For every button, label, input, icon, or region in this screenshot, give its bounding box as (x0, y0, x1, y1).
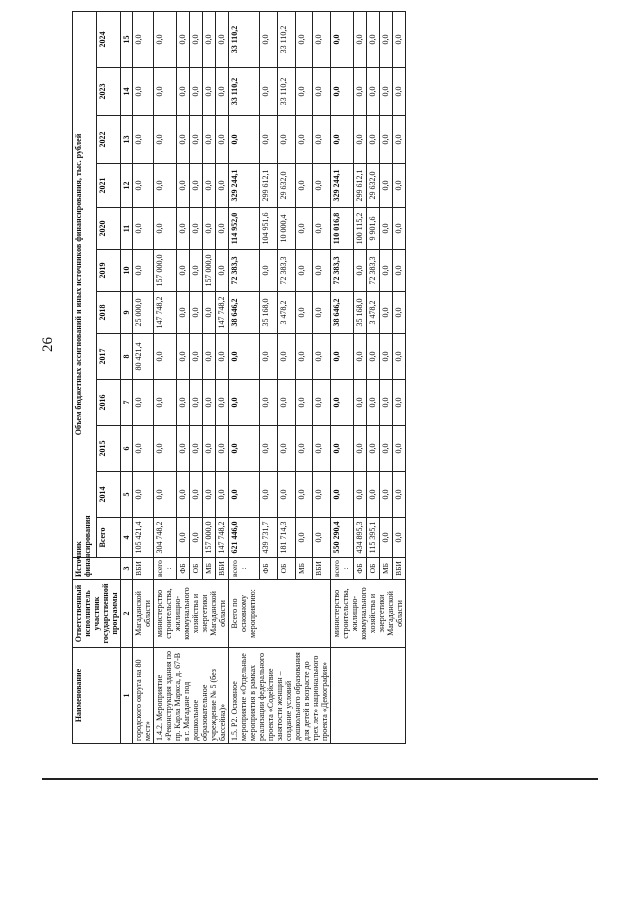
header-year: 2021 (97, 164, 121, 208)
amount-cell: 439 731,7 (260, 518, 278, 558)
amount-cell: 0,0 (353, 250, 366, 292)
amount-cell: 0,0 (295, 472, 313, 518)
amount-cell: 38 646,2 (331, 292, 354, 334)
amount-cell: 0,0 (366, 116, 379, 164)
amount-cell: 0,0 (202, 380, 215, 426)
header-column-number: 12 (121, 164, 133, 208)
header-column-number: 11 (121, 208, 133, 250)
amount-cell: 10 000,4 (277, 208, 295, 250)
amount-cell: 0,0 (379, 426, 392, 472)
amount-cell: 0,0 (331, 116, 354, 164)
amount-cell: 0,0 (260, 11, 278, 67)
amount-cell: 0,0 (379, 250, 392, 292)
amount-cell: 0,0 (176, 68, 189, 116)
budget-table-rotated (72, 12, 566, 744)
measure-name (331, 648, 406, 744)
amount-cell: 0,0 (331, 68, 354, 116)
amount-cell: 0,0 (379, 68, 392, 116)
amount-cell: 0,0 (313, 472, 331, 518)
amount-cell: 3 478,2 (277, 292, 295, 334)
amount-cell: 0,0 (313, 426, 331, 472)
amount-cell: 72 383,3 (366, 250, 379, 292)
amount-cell: 35 168,0 (353, 292, 366, 334)
amount-cell: 0,0 (392, 292, 405, 334)
responsible-executor: Магаданской области (133, 580, 154, 648)
amount-cell: 0,0 (392, 164, 405, 208)
amount-cell: 0,0 (392, 250, 405, 292)
amount-cell: 0,0 (215, 164, 228, 208)
amount-cell: 0,0 (277, 334, 295, 380)
amount-cell: 0,0 (202, 11, 215, 67)
table-row (331, 11, 354, 743)
amount-cell: 0,0 (295, 11, 313, 67)
header-column-number: 15 (121, 11, 133, 67)
amount-cell: 0,0 (295, 116, 313, 164)
amount-cell: 0,0 (313, 164, 331, 208)
funding-source: МБ (295, 558, 313, 580)
amount-cell: 299 612,1 (353, 164, 366, 208)
amount-cell: 0,0 (392, 380, 405, 426)
header-year: 2016 (97, 380, 121, 426)
amount-cell: 0,0 (392, 208, 405, 250)
header-source: Источник финансирования (73, 558, 121, 580)
amount-cell: 299 612,1 (260, 164, 278, 208)
amount-cell: 0,0 (215, 334, 228, 380)
amount-cell: 0,0 (133, 426, 154, 472)
amount-cell: 105 421,4 (133, 518, 154, 558)
responsible-executor: Всего по основному мероприятию: (229, 580, 331, 648)
funding-source: ВБИ (313, 558, 331, 580)
amount-cell: 0,0 (353, 116, 366, 164)
header-column-number: 2 (121, 580, 133, 648)
amount-cell: 0,0 (133, 380, 154, 426)
amount-cell: 0,0 (353, 334, 366, 380)
amount-cell: 0,0 (176, 426, 189, 472)
amount-cell: 0,0 (133, 116, 154, 164)
amount-cell: 0,0 (133, 68, 154, 116)
amount-cell: 0,0 (331, 380, 354, 426)
amount-cell: 147 748,2 (215, 518, 228, 558)
amount-cell: 33 110,2 (277, 11, 295, 67)
header-year: 2018 (97, 292, 121, 334)
header-column-number: 13 (121, 116, 133, 164)
amount-cell: 0,0 (313, 68, 331, 116)
amount-cell: 0,0 (176, 380, 189, 426)
header-year: 2017 (97, 334, 121, 380)
amount-cell: 0,0 (277, 116, 295, 164)
responsible-executor: министерство строительства, жилищно-коммунального хозяйства и энергетики Магаданской области (331, 580, 406, 648)
header-volume: Объем бюджетных ассигнований и иных источников финансирования, тыс. рублей (73, 11, 97, 557)
amount-cell: 0,0 (295, 334, 313, 380)
amount-cell: 434 895,3 (353, 518, 366, 558)
amount-cell: 0,0 (366, 426, 379, 472)
amount-cell: 0,0 (260, 68, 278, 116)
amount-cell: 0,0 (353, 380, 366, 426)
amount-cell: 0,0 (366, 334, 379, 380)
amount-cell: 0,0 (215, 208, 228, 250)
amount-cell: 0,0 (176, 208, 189, 250)
amount-cell: 621 446,0 (229, 518, 260, 558)
amount-cell: 33 110,2 (277, 68, 295, 116)
amount-cell: 0,0 (295, 164, 313, 208)
header-column-number: 4 (121, 518, 133, 558)
amount-cell: 0,0 (331, 472, 354, 518)
amount-cell: 0,0 (189, 380, 202, 426)
amount-cell: 0,0 (366, 472, 379, 518)
amount-cell: 0,0 (392, 426, 405, 472)
amount-cell: 0,0 (154, 426, 177, 472)
amount-cell: 0,0 (366, 380, 379, 426)
amount-cell: 0,0 (176, 116, 189, 164)
header-year: 2014 (97, 472, 121, 518)
amount-cell: 0,0 (229, 116, 260, 164)
header-column-number: 6 (121, 426, 133, 472)
amount-cell: 0,0 (313, 334, 331, 380)
amount-cell: 0,0 (176, 164, 189, 208)
amount-cell: 115 395,1 (366, 518, 379, 558)
amount-cell: 0,0 (313, 518, 331, 558)
header-column-number: 7 (121, 380, 133, 426)
amount-cell: 0,0 (392, 472, 405, 518)
amount-cell: 0,0 (202, 68, 215, 116)
amount-cell: 0,0 (366, 68, 379, 116)
amount-cell: 0,0 (189, 472, 202, 518)
amount-cell: 0,0 (154, 472, 177, 518)
header-name: Наименование (73, 648, 121, 744)
amount-cell: 0,0 (353, 472, 366, 518)
amount-cell: 0,0 (189, 250, 202, 292)
amount-cell: 72 383,3 (331, 250, 354, 292)
amount-cell: 0,0 (379, 292, 392, 334)
amount-cell: 0,0 (392, 116, 405, 164)
amount-cell: 0,0 (313, 250, 331, 292)
amount-cell: 0,0 (260, 426, 278, 472)
funding-source: ВБИ (215, 558, 228, 580)
amount-cell: 147 748,2 (154, 292, 177, 334)
header-column-number: 1 (121, 648, 133, 744)
amount-cell: 0,0 (353, 68, 366, 116)
amount-cell: 0,0 (215, 380, 228, 426)
amount-cell: 0,0 (202, 164, 215, 208)
amount-cell: 329 244,1 (229, 164, 260, 208)
funding-source: ОБ (277, 558, 295, 580)
amount-cell: 0,0 (176, 518, 189, 558)
amount-cell: 0,0 (215, 250, 228, 292)
divider-line (42, 778, 598, 780)
amount-cell: 0,0 (189, 164, 202, 208)
amount-cell: 0,0 (392, 68, 405, 116)
amount-cell: 0,0 (295, 518, 313, 558)
amount-cell: 0,0 (133, 250, 154, 292)
amount-cell: 114 952,0 (229, 208, 260, 250)
amount-cell: 0,0 (176, 250, 189, 292)
amount-cell: 0,0 (260, 250, 278, 292)
amount-cell: 0,0 (133, 164, 154, 208)
amount-cell: 0,0 (277, 426, 295, 472)
measure-name: городского округа на 80 мест» (133, 648, 154, 744)
amount-cell: 9 901,6 (366, 208, 379, 250)
amount-cell: 35 168,0 (260, 292, 278, 334)
amount-cell: 0,0 (154, 68, 177, 116)
amount-cell: 29 632,0 (277, 164, 295, 208)
amount-cell: 0,0 (189, 68, 202, 116)
amount-cell: 0,0 (154, 116, 177, 164)
amount-cell: 550 290,4 (331, 518, 354, 558)
amount-cell: 25 000,0 (133, 292, 154, 334)
amount-cell: 0,0 (176, 11, 189, 67)
funding-source: МБ (202, 558, 215, 580)
header-column-number: 14 (121, 68, 133, 116)
amount-cell: 0,0 (295, 68, 313, 116)
amount-cell: 0,0 (331, 11, 354, 67)
amount-cell: 29 632,0 (366, 164, 379, 208)
amount-cell: 33 110,2 (229, 68, 260, 116)
amount-cell: 0,0 (313, 292, 331, 334)
amount-cell: 0,0 (215, 116, 228, 164)
header-column-number: 10 (121, 250, 133, 292)
amount-cell: 0,0 (215, 68, 228, 116)
amount-cell: 0,0 (215, 472, 228, 518)
amount-cell: 0,0 (260, 116, 278, 164)
amount-cell: 0,0 (392, 518, 405, 558)
funding-source: всего : (331, 558, 354, 580)
amount-cell: 0,0 (189, 334, 202, 380)
amount-cell: 304 748,2 (154, 518, 177, 558)
amount-cell: 0,0 (260, 334, 278, 380)
amount-cell: 0,0 (392, 334, 405, 380)
measure-name: 1.4.2. Мероприятие «Реконструкция здания по пр. Карла Маркса, д. 67-В в г. Магадане под дошкольное образовательное учреждение № 5 (без бассейна)» (154, 648, 229, 744)
amount-cell: 0,0 (379, 11, 392, 67)
table-row (133, 11, 154, 743)
header-year: 2020 (97, 208, 121, 250)
amount-cell: 0,0 (154, 208, 177, 250)
amount-cell: 0,0 (295, 250, 313, 292)
amount-cell: 0,0 (353, 426, 366, 472)
amount-cell: 33 110,2 (229, 11, 260, 67)
funding-source: ОБ (189, 558, 202, 580)
responsible-executor: министерство строительства, жилищно-коммунального хозяйства и энергетики Магаданской области (154, 580, 229, 648)
header-responsible: Ответственный исполнитель участник государственной программы (73, 580, 121, 648)
table-row (154, 11, 177, 743)
amount-cell: 0,0 (189, 426, 202, 472)
header-total: Всего (97, 518, 121, 558)
funding-source: ВБИ (133, 558, 154, 580)
amount-cell: 0,0 (379, 116, 392, 164)
amount-cell: 0,0 (229, 380, 260, 426)
budget-table (72, 11, 406, 744)
amount-cell: 329 244,1 (331, 164, 354, 208)
amount-cell: 0,0 (215, 426, 228, 472)
amount-cell: 0,0 (154, 164, 177, 208)
amount-cell: 0,0 (331, 334, 354, 380)
amount-cell: 110 016,8 (331, 208, 354, 250)
amount-cell: 0,0 (366, 11, 379, 67)
amount-cell: 0,0 (313, 380, 331, 426)
header-column-number: 5 (121, 472, 133, 518)
amount-cell: 181 714,3 (277, 518, 295, 558)
amount-cell: 0,0 (189, 292, 202, 334)
funding-source: ОБ (366, 558, 379, 580)
header-year: 2023 (97, 68, 121, 116)
amount-cell: 0,0 (133, 472, 154, 518)
amount-cell: 80 421,4 (133, 334, 154, 380)
amount-cell: 0,0 (176, 292, 189, 334)
amount-cell: 0,0 (202, 426, 215, 472)
amount-cell: 0,0 (154, 380, 177, 426)
header-year: 2024 (97, 11, 121, 67)
funding-source: всего : (154, 558, 177, 580)
amount-cell: 0,0 (189, 116, 202, 164)
amount-cell: 0,0 (313, 11, 331, 67)
header-column-number: 8 (121, 334, 133, 380)
amount-cell: 0,0 (229, 472, 260, 518)
amount-cell: 0,0 (379, 334, 392, 380)
amount-cell: 0,0 (215, 11, 228, 67)
amount-cell: 0,0 (176, 334, 189, 380)
funding-source: всего : (229, 558, 260, 580)
amount-cell: 38 646,2 (229, 292, 260, 334)
amount-cell: 0,0 (229, 334, 260, 380)
amount-cell: 0,0 (189, 518, 202, 558)
header-year: 2015 (97, 426, 121, 472)
amount-cell: 0,0 (202, 116, 215, 164)
amount-cell: 0,0 (353, 11, 366, 67)
amount-cell: 0,0 (295, 208, 313, 250)
amount-cell: 100 115,2 (353, 208, 366, 250)
amount-cell: 0,0 (260, 472, 278, 518)
header-year: 2022 (97, 116, 121, 164)
amount-cell: 0,0 (202, 208, 215, 250)
amount-cell: 0,0 (277, 472, 295, 518)
amount-cell: 0,0 (229, 426, 260, 472)
amount-cell: 0,0 (295, 380, 313, 426)
amount-cell: 0,0 (202, 472, 215, 518)
amount-cell: 3 478,2 (366, 292, 379, 334)
funding-source: ВБИ (392, 558, 405, 580)
amount-cell: 0,0 (202, 292, 215, 334)
amount-cell: 0,0 (295, 426, 313, 472)
amount-cell: 72 383,3 (277, 250, 295, 292)
amount-cell: 0,0 (379, 164, 392, 208)
amount-cell: 0,0 (133, 208, 154, 250)
amount-cell: 104 951,6 (260, 208, 278, 250)
amount-cell: 0,0 (379, 472, 392, 518)
funding-source: МБ (379, 558, 392, 580)
amount-cell: 157 000,0 (202, 250, 215, 292)
amount-cell: 72 383,3 (229, 250, 260, 292)
amount-cell: 0,0 (313, 116, 331, 164)
amount-cell: 0,0 (331, 426, 354, 472)
funding-source: ФБ (176, 558, 189, 580)
amount-cell: 0,0 (133, 11, 154, 67)
amount-cell: 0,0 (295, 292, 313, 334)
amount-cell: 0,0 (277, 380, 295, 426)
amount-cell: 157 000,0 (202, 518, 215, 558)
amount-cell: 0,0 (202, 334, 215, 380)
amount-cell: 0,0 (154, 334, 177, 380)
amount-cell: 0,0 (392, 11, 405, 67)
table-row (229, 11, 260, 743)
amount-cell: 0,0 (379, 380, 392, 426)
amount-cell: 0,0 (313, 208, 331, 250)
amount-cell: 0,0 (189, 11, 202, 67)
amount-cell: 157 000,0 (154, 250, 177, 292)
amount-cell: 0,0 (154, 11, 177, 67)
header-year: 2019 (97, 250, 121, 292)
amount-cell: 0,0 (260, 380, 278, 426)
amount-cell: 147 748,2 (215, 292, 228, 334)
page-number: 26 (40, 337, 56, 352)
amount-cell: 0,0 (379, 518, 392, 558)
amount-cell: 0,0 (189, 208, 202, 250)
funding-source: ФБ (353, 558, 366, 580)
amount-cell: 0,0 (176, 472, 189, 518)
measure-name: 1.5. Р2. Основное мероприятие «Отдельные мероприятия в рамках реализации федерального проекта «Содействие занятости женщин – создание условий дошкольного образования для детей в возрасте до трех лет» национального проекта «Демография» (229, 648, 331, 744)
amount-cell: 0,0 (379, 208, 392, 250)
header-column-number: 9 (121, 292, 133, 334)
header-column-number: 3 (121, 558, 133, 580)
funding-source: ФБ (260, 558, 278, 580)
